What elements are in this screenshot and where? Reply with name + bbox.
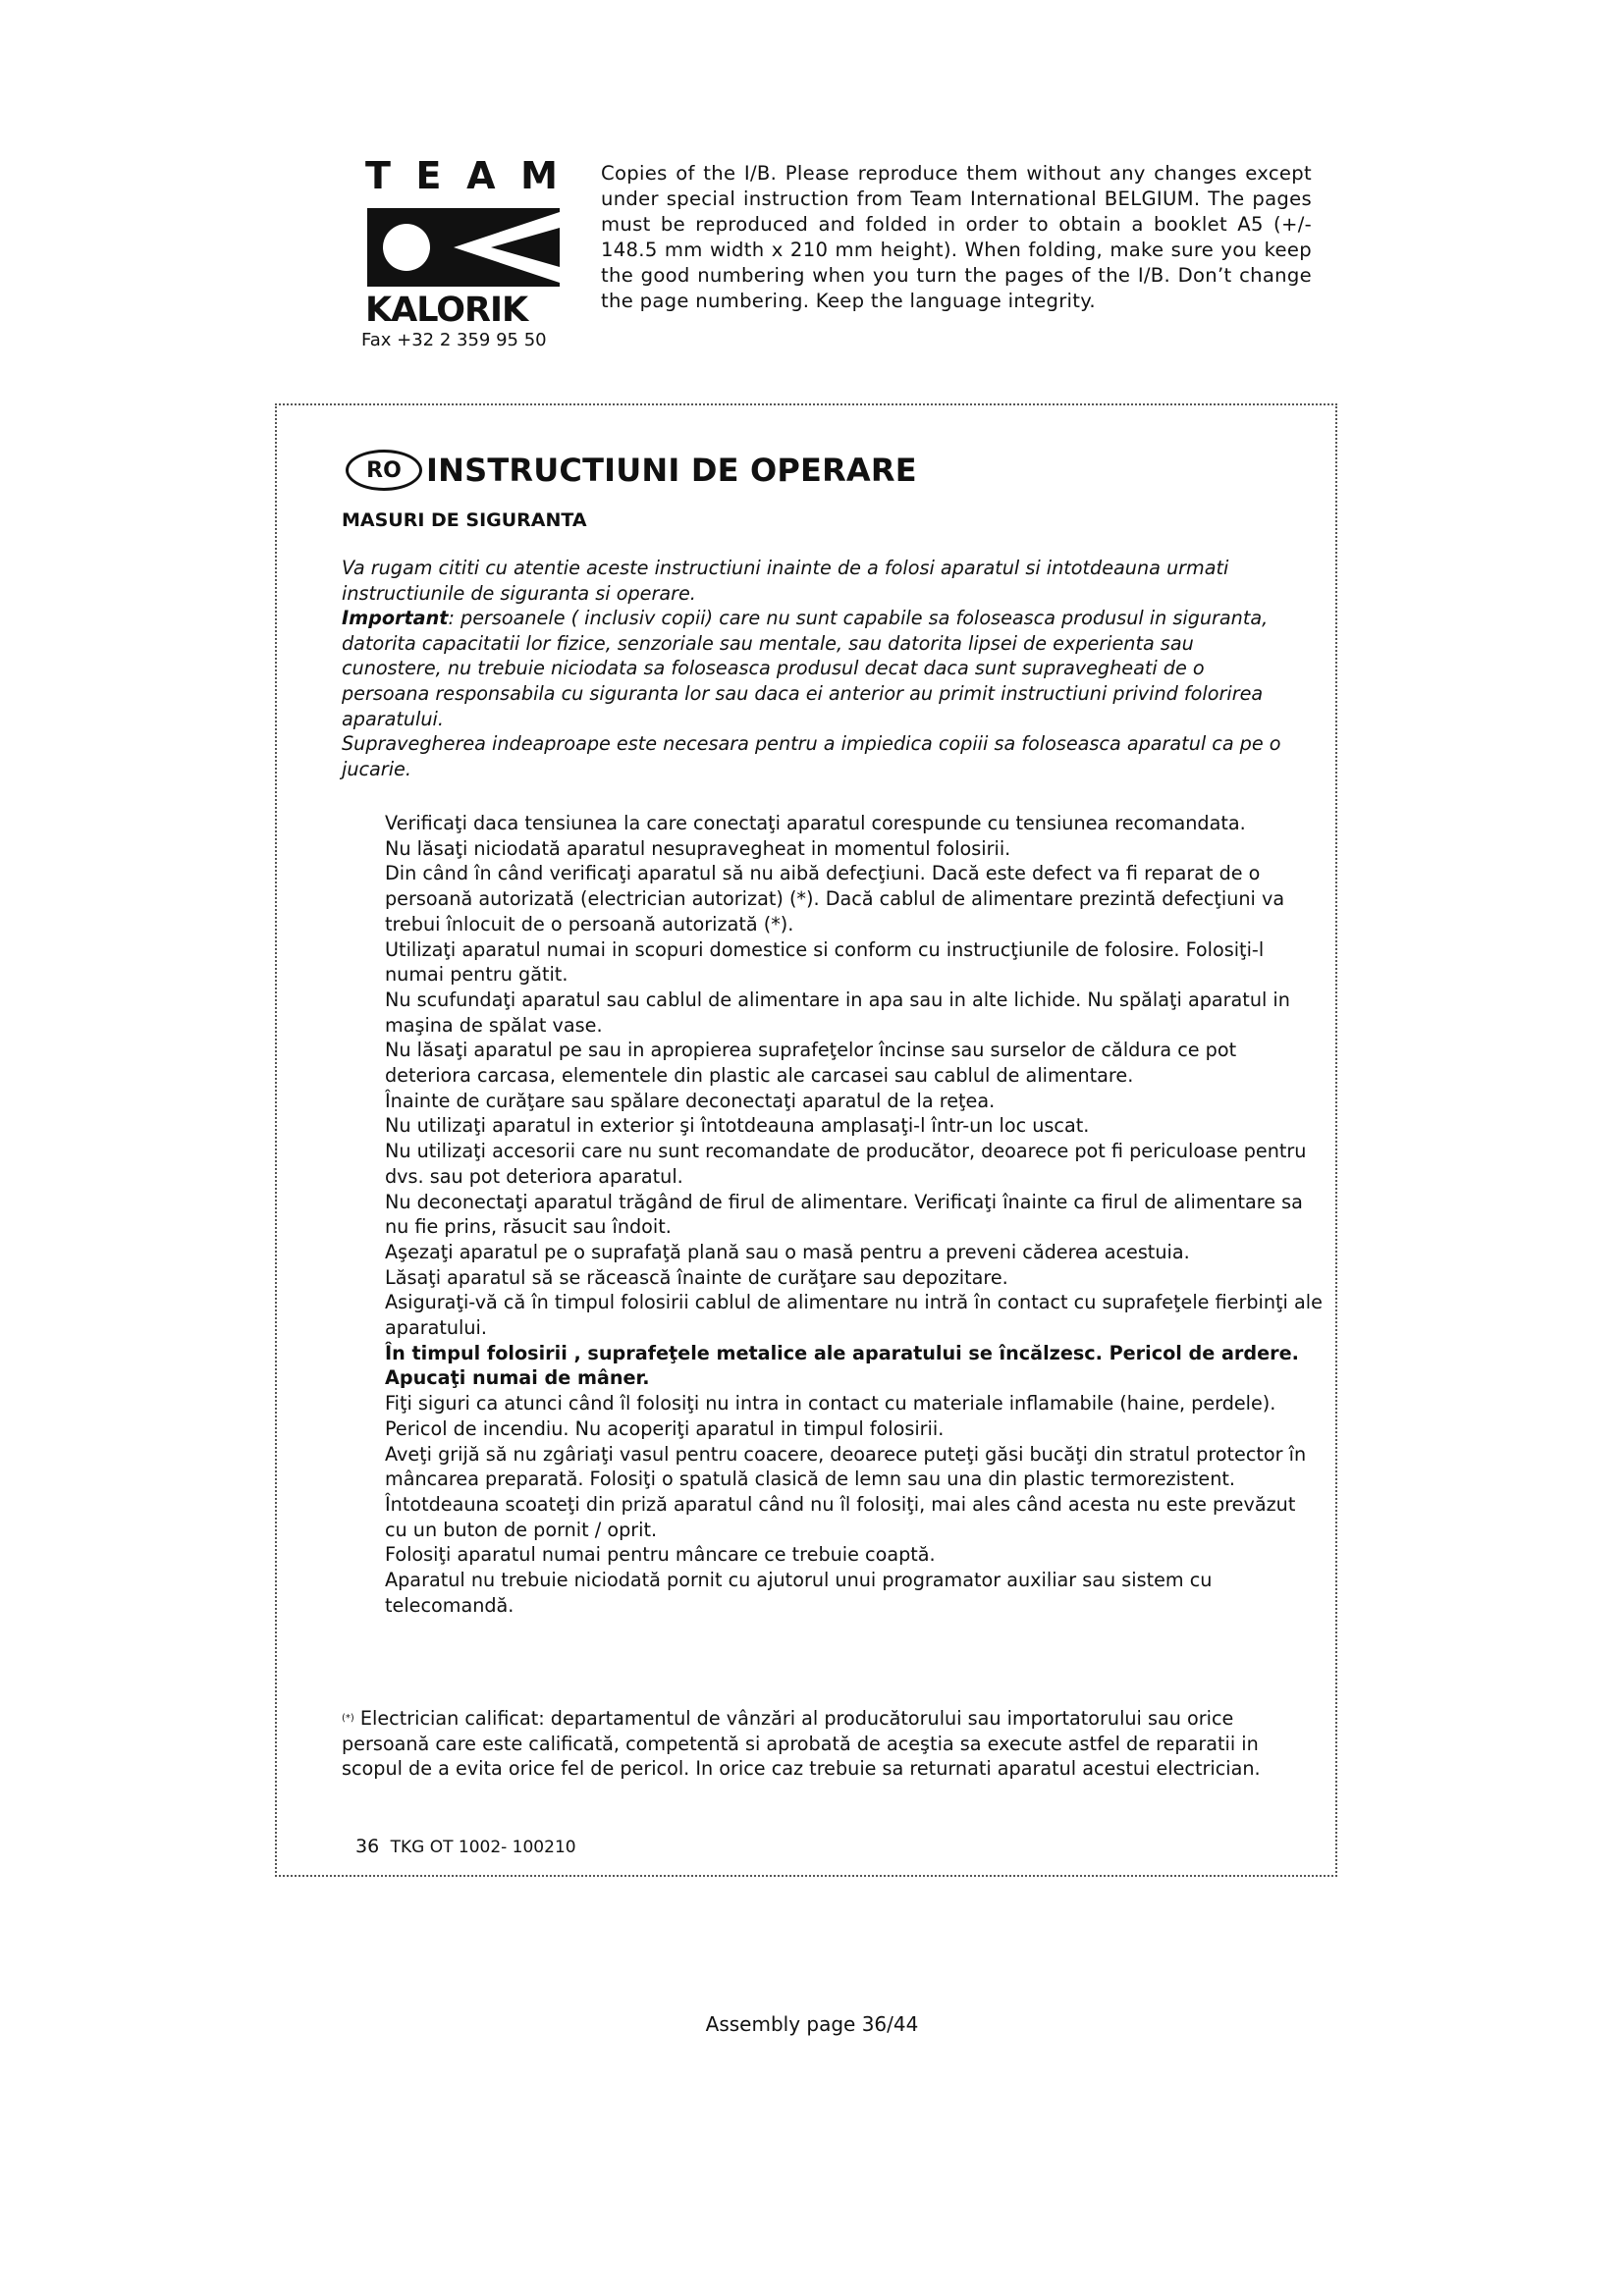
warning-item: Lăsaţi aparatul să se răcească înainte de curăţare sau depozitare. — [385, 1265, 1008, 1289]
warning-item: Nu lăsaţi niciodată aparatul nesupravegheat in momentul folosirii. — [385, 836, 1011, 860]
page-number: 36 — [355, 1836, 380, 1857]
logo-letter: T — [365, 154, 391, 197]
warning-item: Verificaţi daca tensiunea la care conectaţi aparatul corespunde cu tensiunea recomandata. — [385, 812, 1246, 834]
kalorik-k-icon — [367, 208, 560, 287]
logo-letter: E — [415, 154, 442, 197]
footnote-mark: (*) — [342, 1713, 354, 1724]
page-reference — [355, 1836, 576, 1857]
model-reference: TKG OT 1002- 100210 — [390, 1838, 576, 1857]
warning-item: Nu lăsaţi aparatul pe sau in apropierea suprafeţelor încinse sau surselor de căldura ce pot deteriora carcasa, elementele din plastic ale carcasei sau cablul de alimentare. — [385, 1039, 1237, 1088]
logo-brand: KALORIK — [365, 291, 528, 330]
warning-item: Întotdeauna scoateţi din priză aparatul când nu îl folosiţi, mai ales când acesta nu este prevăzut cu un buton de pornit / oprit. — [385, 1492, 1296, 1541]
fax-number: Fax +32 2 359 95 50 — [361, 330, 547, 350]
warning-item: Nu utilizaţi accesorii care nu sunt recomandate de producător, deoarece pot fi periculoase pentru dvs. sau pot deteriora aparatul. — [385, 1140, 1307, 1188]
warning-item: Nu utilizaţi aparatul in exterior şi întotdeauna amplasaţi-l într-un loc uscat. — [385, 1114, 1090, 1138]
language-badge: RO — [346, 450, 422, 491]
warning-item: Din când în când verificaţi aparatul să nu aibă defecţiuni. Dacă este defect va fi reparat de o persoană autorizată (electrician autorizat) (*). Dacă cablul de alimentare prezintă defecţiuni va trebui înlocuit de o persoană autorizată (*). — [385, 862, 1285, 935]
intro-paragraph: Va rugam cititi cu atentie aceste instructiuni inainte de a folosi aparatul si intotdeauna urmati instructiunile de siguranta si operare. — [342, 557, 1229, 605]
warning-item: Utilizaţi aparatul numai in scopuri domestice si conform cu instrucţiunile de folosire. Folosiţi-l numai pentru gătit. — [385, 937, 1265, 987]
kalorik-logo — [365, 154, 562, 330]
logo-letter: A — [466, 154, 496, 197]
warning-item: Nu deconectaţi aparatul trăgând de firul de alimentare. Verificaţi înainte ca firul de alimentare sa nu fie prins, răsucit sau îndoit. — [385, 1190, 1303, 1239]
warning-item: Aparatul nu trebuie niciodată pornit cu ajutorul unui programator auxiliar sau sistem cu telecomandă. — [385, 1569, 1213, 1617]
warning-item: Înainte de curăţare sau spălare deconectaţi aparatul de la reţea. — [385, 1089, 996, 1112]
important-label: Important — [342, 607, 449, 630]
assembly-page-label: Assembly page 36/44 — [705, 2012, 919, 2036]
warning-item: Aşezaţi aparatul pe o suprafaţă plană sau o masă pentru a preveni căderea acestuia. — [385, 1240, 1190, 1263]
page-title-row — [346, 450, 917, 491]
footnote-text: Electrician calificat: departamentul de vânzări al producătorului sau importatorului sau orice persoană care este calificată, competentă si aprobată de aceştia sa execute astfel de reparatii in scopul de a evita orice fel de pericol. In orice caz trebuie sa returnati aparatul acestui electrician. — [342, 1707, 1261, 1781]
footnote — [342, 1706, 1299, 1782]
warning-item-emphasis: În timpul folosirii , suprafeţele metalice ale aparatului se încălzesc. Pericol de ardere. Apucaţi numai de mâner. — [385, 1341, 1299, 1390]
warning-item: Asiguraţi-vă că în timpul folosirii cablul de alimentare nu intră în contact cu suprafeţele fierbinţi ale aparatului. — [385, 1291, 1323, 1340]
warning-item: Folosiţi aparatul numai pentru mâncare ce trebuie coaptă. — [385, 1543, 936, 1567]
important-text: : persoanele ( inclusiv copii) care nu sunt capabile sa foloseasca produsul in siguranta, datorita capacitatii lor fizice, senzoriale sau mentale, sau datorita lipsei de experienta sau cunostere, nu trebuie niciodata sa foloseasca produsul decat daca sunt supravegheati de o persoana responsabila cu siguranta lor sau daca ei anterior au primit instructiuni privind folorirea aparatului. — [342, 607, 1269, 730]
logo-letter: M — [520, 154, 558, 197]
logo-team-wordmark — [365, 154, 558, 197]
intro-paragraph — [342, 606, 1282, 731]
page-title: INSTRUCTIUNI DE OPERARE — [426, 452, 917, 489]
safety-warnings-list — [385, 811, 1323, 1619]
warning-item: Fiţi siguri ca atunci când îl folosiţi nu intra in contact cu materiale inflamabile (haine, perdele). Pericol de incendiu. Nu acoperiţi aparatul in timpul folosirii. — [385, 1392, 1276, 1440]
section-heading: MASURI DE SIGURANTA — [342, 509, 587, 531]
intro-paragraph: Supravegherea indeaproape este necesara pentru a impiedica copiii sa foloseasca aparatul ca pe o jucarie. — [342, 732, 1281, 780]
reproduction-note: Copies of the I/B. Please reproduce them without any changes except under special instruction from Team International BELGIUM. The pages must be reproduced and folded in order to obtain a booklet A5 (+/- 148.5 mm width x 210 mm height). When folding, make sure you keep the good numbering when you turn the pages of the I/B. Don’t change the page numbering. Keep the language integrity. — [601, 162, 1312, 312]
warning-item: Nu scufundaţi aparatul sau cablul de alimentare in apa sau in alte lichide. Nu spălaţi aparatul in maşina de spălat vase. — [385, 988, 1290, 1037]
intro-text — [342, 556, 1282, 781]
warning-item: Aveţi grijă să nu zgâriaţi vasul pentru coacere, deoarece puteţi găsi bucăţi din stratul protector în mâncarea preparată. Folosiţi o spatulă clasică de lemn sau una din plastic termorezistent. — [385, 1442, 1307, 1491]
